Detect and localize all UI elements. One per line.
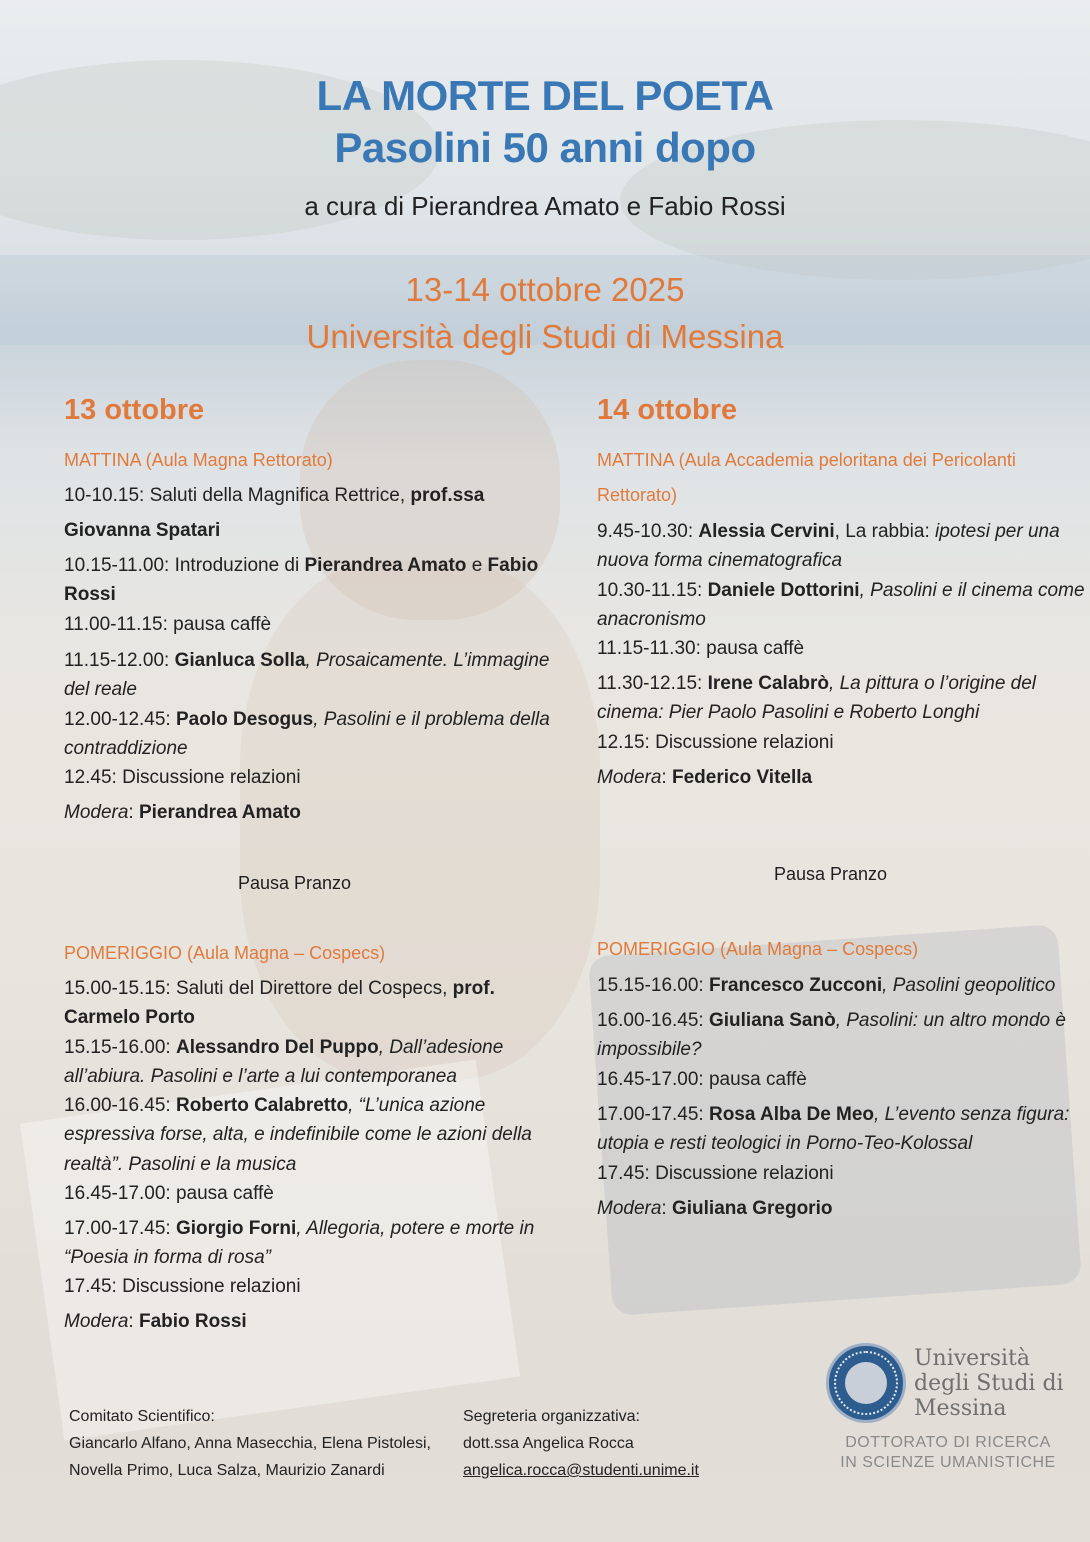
- day2-afternoon-item-4: 17.00-17.45: Rosa Alba De Meo, L’evento senza figura:: [597, 1104, 1070, 1125]
- day2-morning-item-2b: anacronismo: [597, 609, 706, 630]
- day1-morning-item-3: 11.00-11.15: pausa caffè: [64, 614, 272, 635]
- day1-afternoon-item-6: 17.45: Discussione relazioni: [64, 1276, 301, 1297]
- event-subtitle: Pasolini 50 anni dopo: [334, 124, 756, 171]
- day1-morning-item-2b: Rossi: [64, 584, 116, 605]
- university-name-line-1: Università: [914, 1346, 1030, 1371]
- day2-morning-moderator: Modera: Federico Vitella: [597, 767, 813, 788]
- university-seal-logo: [826, 1343, 906, 1423]
- day1-afternoon-item-3: 16.00-16.45: Roberto Calabretto, “L’unica azione: [64, 1095, 486, 1116]
- day1-morning-item-1: 10-10.15: Saluti della Magnifica Rettrice, prof.ssa: [64, 485, 485, 506]
- event-dates: 13-14 ottobre 2025: [405, 271, 685, 308]
- day1-morning-item-6: 12.45: Discussione relazioni: [64, 767, 301, 788]
- day1-morning-title: MATTINA (Aula Magna Rettorato): [64, 450, 333, 470]
- day2-morning-item-4b: cinema: Pier Paolo Pasolini e Roberto Longhi: [597, 702, 980, 723]
- day1-afternoon-item-5: 17.00-17.45: Giorgio Forni, Allegoria, potere e morte in: [64, 1218, 535, 1239]
- day2-afternoon-item-2b: impossibile?: [597, 1039, 702, 1060]
- day1-lunch: Pausa Pranzo: [238, 873, 352, 893]
- university-name-line-2: degli Studi di: [914, 1371, 1064, 1396]
- day1-morning-item-4: 11.15-12.00: Gianluca Solla, Prosaicamente. L’immagine: [64, 650, 550, 671]
- day2-morning-item-3: 11.15-11.30: pausa caffè: [597, 638, 805, 659]
- day1-morning-moderator: Modera: Pierandrea Amato: [64, 802, 301, 823]
- committee-members-2: Novella Primo, Luca Salza, Maurizio Zanardi: [69, 1462, 385, 1479]
- day2-morning-title: MATTINA (Aula Accademia peloritana dei Pericolanti: [597, 450, 1016, 470]
- day2-morning-item-5: 12.15: Discussione relazioni: [597, 732, 834, 753]
- day1-afternoon-item-3c: realtà”. Pasolini e la musica: [64, 1154, 297, 1175]
- day1-afternoon-item-3b: espressiva forse, alta, e indefinibile come le azioni della: [64, 1124, 532, 1145]
- day1-morning-item-4b: del reale: [64, 679, 137, 700]
- day1-morning-item-5: 12.00-12.45: Paolo Desogus, Pasolini e il problema della: [64, 709, 550, 730]
- day2-afternoon-moderator: Modera: Giuliana Gregorio: [597, 1198, 833, 1219]
- day2-afternoon-item-4b: utopia e resti teologici in Porno-Teo-Kolossal: [597, 1133, 973, 1154]
- day2-morning-item-2: 10.30-11.15: Daniele Dottorini, Pasolini e il cinema come: [597, 580, 1085, 601]
- secretary-name: dott.ssa Angelica Rocca: [463, 1435, 634, 1452]
- day2-afternoon-item-2: 16.00-16.45: Giuliana Sanò, Pasolini: un altro mondo è: [597, 1010, 1066, 1031]
- day1-afternoon-item-1: 15.00-15.15: Saluti del Direttore del Cospecs, prof.: [64, 978, 495, 999]
- day1-morning-item-1b: Giovanna Spatari: [64, 520, 221, 541]
- day2-afternoon-title: POMERIGGIO (Aula Magna – Cospecs): [597, 939, 919, 959]
- secretary-email-link[interactable]: angelica.rocca@studenti.unime.it: [463, 1462, 699, 1479]
- day2-afternoon-item-1: 15.15-16.00: Francesco Zucconi, Pasolini geopolitico: [597, 975, 1056, 996]
- day1-afternoon-item-4: 16.45-17.00: pausa caffè: [64, 1183, 274, 1204]
- day2-morning-item-4: 11.30-12.15: Irene Calabrò, La pittura o l’origine del: [597, 673, 1037, 694]
- event-title: LA MORTE DEL POETA: [316, 72, 774, 119]
- day2-morning-item-1b: nuova forma cinematografica: [597, 550, 843, 571]
- day1-afternoon-item-5b: “Poesia in forma di rosa”: [64, 1247, 271, 1268]
- day2-heading: 14 ottobre: [597, 394, 738, 426]
- curators: a cura di Pierandrea Amato e Fabio Rossi: [304, 191, 786, 221]
- secretary-label: Segreteria organizzativa:: [463, 1408, 640, 1425]
- day2-afternoon-item-5: 17.45: Discussione relazioni: [597, 1163, 834, 1184]
- doctorate-line-2: IN SCIENZE UMANISTICHE: [840, 1454, 1056, 1471]
- day1-morning-item-2: 10.15-11.00: Introduzione di Pierandrea Amato e Fabio: [64, 555, 539, 576]
- day2-morning-item-1: 9.45-10.30: Alessia Cervini, La rabbia: ipotesi per una: [597, 521, 1060, 542]
- day1-heading: 13 ottobre: [64, 394, 205, 426]
- committee-members-1: Giancarlo Alfano, Anna Masecchia, Elena Pistolesi,: [69, 1435, 431, 1452]
- day1-afternoon-moderator: Modera: Fabio Rossi: [64, 1311, 247, 1332]
- doctorate-line-1: DOTTORATO DI RICERCA: [845, 1434, 1051, 1451]
- day1-morning-item-5b: contraddizione: [64, 738, 188, 759]
- day2-afternoon-item-3: 16.45-17.00: pausa caffè: [597, 1069, 807, 1090]
- day2-morning-title-b: Rettorato): [597, 485, 678, 505]
- day2-lunch: Pausa Pranzo: [774, 864, 888, 884]
- day1-afternoon-item-1b: Carmelo Porto: [64, 1007, 195, 1028]
- day1-afternoon-item-2: 15.15-16.00: Alessandro Del Puppo, Dall’adesione: [64, 1037, 504, 1058]
- committee-label: Comitato Scientifico:: [69, 1408, 215, 1425]
- event-venue: Università degli Studi di Messina: [306, 318, 784, 355]
- university-name-line-3: Messina: [914, 1396, 1007, 1421]
- day1-afternoon-title: POMERIGGIO (Aula Magna – Cospecs): [64, 943, 386, 963]
- day1-afternoon-item-2b: all’abiura. Pasolini e l’arte a lui contemporanea: [64, 1066, 457, 1087]
